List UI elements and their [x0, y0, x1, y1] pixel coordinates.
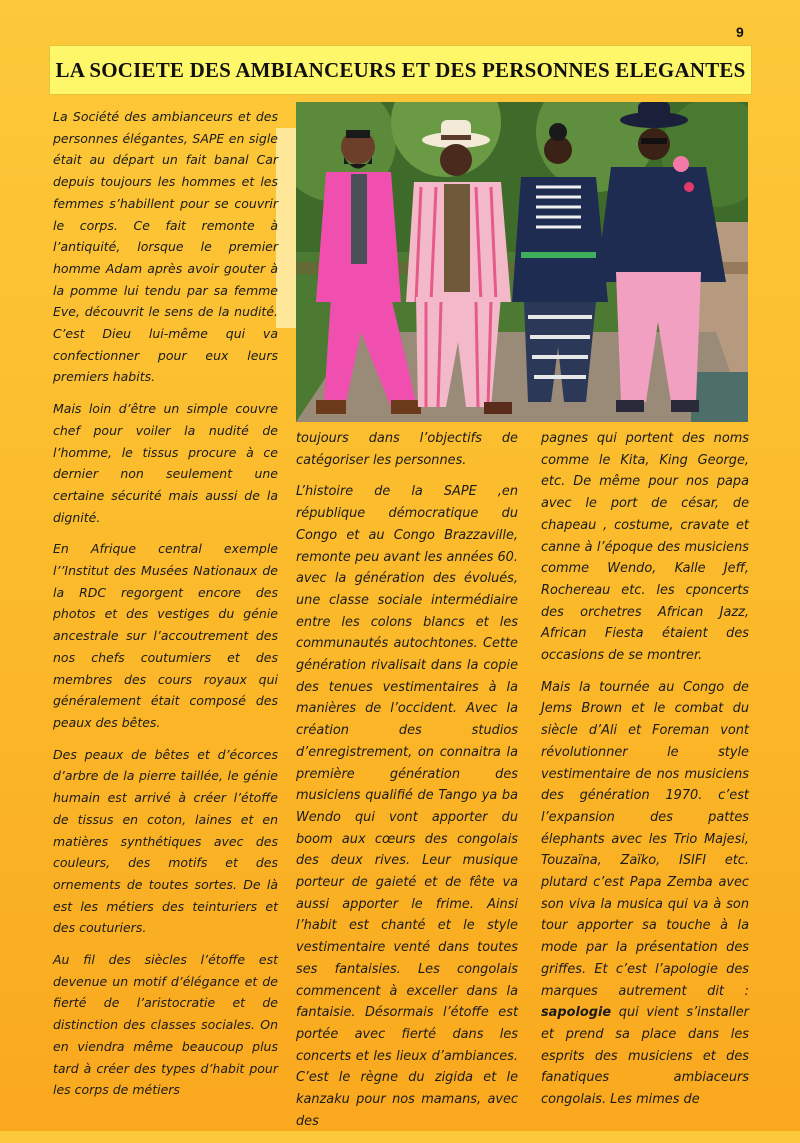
column-2 [296, 428, 518, 1143]
column-1 [53, 106, 278, 1111]
text-run: Mais la tournée au Congo de Jems Brown et le combat du siècle d’Ali et Foreman vont révolutionner le style vestimentaire de nos musiciens des génération 1970. c’est l’expansion des pattes élephants avec les Trio Majesi, Touzaïna, Zaïko, ISIFI etc. plutard c’est Papa Zemba avec son viva la musica qui va à son tour apporter sa touche à la mode par la présentation des griffes. Et c’est l’apologie des marques autrement dit : [541, 679, 749, 999]
paragraph: toujours dans l’objectifs de catégoriser les personnes. [296, 431, 518, 468]
column-3 [541, 428, 749, 1121]
photo-illustration [296, 102, 748, 422]
paragraph: pagnes qui portent des noms comme le Kita, King George, etc. De même pour nos papa avec le port de césar, de chapeau , costume, cravate et canne à l’époque des musiciens comme Wendo, Kalle Jeff, Rochereau etc. les cponcerts des orchetres African Jazz, African Fiesta étaient des occasions de se montrer. [541, 431, 749, 664]
title-banner [49, 45, 752, 95]
paragraph: Des peaux de bêtes et d’écorces d’arbre de la pierre taillée, le génie humain est arrivé à créer l’étoffe de tissus en coton, laines et en matières synthétiques avec des couleurs, des motifs et des ornements de toutes sortes. De là est les métiers des teinturiers et des couturiers. [53, 746, 278, 936]
page-number: 9 [736, 24, 744, 40]
sapeurs-photo [296, 102, 748, 422]
paragraph: L’histoire de la SAPE ,en république démocratique du Congo et au Congo Brazzaville, remonte peu avant les années 60. avec la génération des évolués, une classe sociale intermédiaire entre les colons blancs et les communautés autochtones. Cette génération rivalisait dans la copie des tenues vestimentaires à la manières de l’occident. Avec la création des studios d’enregistrement, on connaitra la première génération des musiciens qualifié de Tango ya ba Wendo qui vont apporter du boom aux cœurs des congolais des deux rives. Leur musique porteur de gaieté et de fête va aussi apporter le frime. Ainsi l’habit est chanté et le style vestimentaire venté dans toutes ses fantaisies. Les congolais commencent à exceller dans la fantaisie. Désormais l’étoffe est portée avec fierté dans les concerts et les lieux d’ambiances. C’est le règne du zigida et le kanzaku pour nos mamans, avec des [296, 484, 518, 1129]
paragraph [541, 677, 749, 1111]
paragraph: Au fil des siècles l’étoffe est devenue un motif d’élégance et de fierté de l’aristocratie et de distinction des classes sociales. On en viendra même beaucoup plus tard à créer des types d’habit pour les corps de métiers [53, 952, 278, 1098]
paragraph: En Afrique central exemple l’’Institut des Musées Nationaux de la RDC regorgent encore des photos et des vestiges du génie ancestrale sur l’accoutrement des nos chefs coutumiers et des membres des cours royaux qui généralement était composé des peaux des bêtes. [53, 541, 278, 730]
text-run: qui vient s’installer et prend sa place dans les esprits des musiciens et des fanatiques ambiaceurs congolais. Les mimes de [541, 1005, 749, 1108]
paragraph: La Société des ambianceurs et des personnes élégantes, SAPE en sigle était au départ un fait banal Car depuis toujours les hommes et les femmes s’habillent pour se couvrir le corps. Ce fait remonte à l’antiquité, lorsque le premier homme Adam après avoir gouter à la pomme lui tendu par sa femme Eve, découvrit le sens de la nudité. C’est Dieu lui-même qui va confectionner pour eux leurs premiers habits. [53, 109, 278, 385]
sapologie-term: sapologie [541, 1005, 612, 1021]
page-title: LA SOCIETE DES AMBIANCEURS ET DES PERSONNES ELEGANTES [55, 57, 746, 82]
highlight-band [276, 128, 296, 328]
paragraph: Mais loin d’être un simple couvre chef pour voiler la nudité de l’homme, le tissus procure à ce dernier non seulement une certaine sécurité mais aussi de la dignité. [53, 401, 278, 525]
